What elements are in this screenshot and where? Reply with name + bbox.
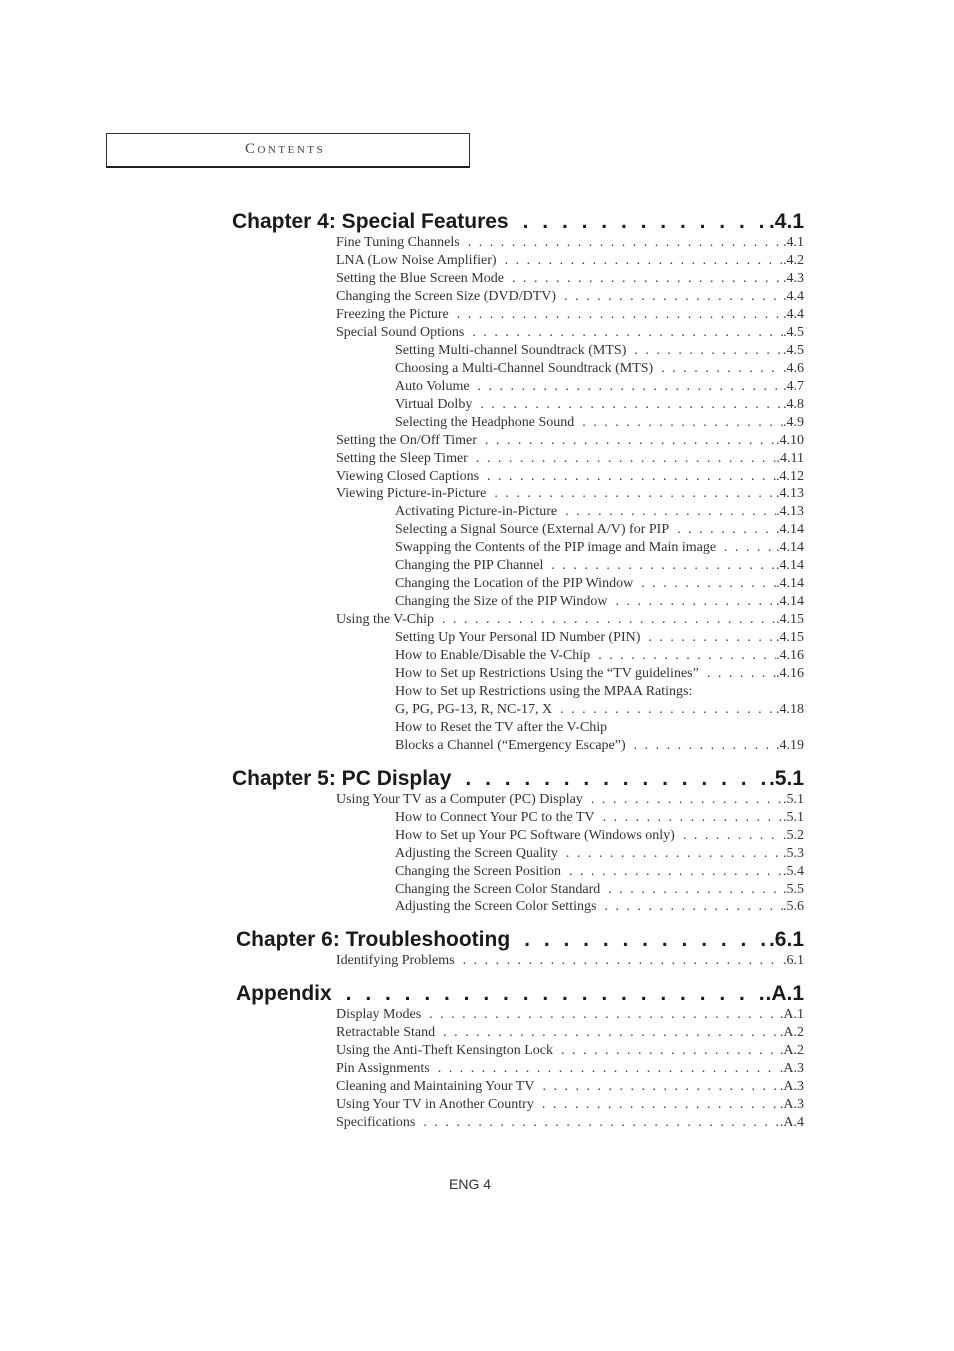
toc-subentry[interactable]: Blocks a Channel (“Emergency Escape”) . . . .4.19 [395, 738, 804, 756]
toc-subentry[interactable]: How to Enable/Disable the V-Chip . . . .4.16 [395, 648, 804, 666]
toc-entry[interactable]: Viewing Picture-in-Picture . . . .4.13 [336, 486, 804, 504]
toc-entry[interactable]: Changing the Screen Size (DVD/DTV) . . . .4.4 [336, 289, 804, 307]
toc-entry[interactable]: Cleaning and Maintaining Your TV . . . .A.3 [336, 1079, 804, 1097]
toc-subentry[interactable]: How to Connect Your PC to the TV . . . .5.1 [395, 810, 804, 828]
toc-subentry[interactable]: Swapping the Contents of the PIP image and Main image . . . .4.14 [395, 540, 804, 558]
toc-entry[interactable]: Setting the On/Off Timer . . . .4.10 [336, 433, 804, 451]
toc-subentry[interactable]: Choosing a Multi-Channel Soundtrack (MTS) . . . .4.6 [395, 361, 804, 379]
toc-subentry[interactable]: Adjusting the Screen Color Settings . . . .5.6 [395, 899, 804, 917]
chapter-page: .5.1 [768, 767, 804, 790]
chapter-title: Chapter 5: PC Display [232, 767, 452, 790]
toc-subentry[interactable]: Selecting a Signal Source (External A/V) for PIP . . . .4.14 [395, 522, 804, 540]
toc-subentry[interactable]: Setting Multi-channel Soundtrack (MTS) . . . .4.5 [395, 343, 804, 361]
toc-subentry[interactable]: Changing the Screen Color Standard . . . .5.5 [395, 882, 804, 900]
contents-header [106, 133, 470, 168]
toc-entry[interactable]: Using Your TV as a Computer (PC) Display . . . .5.1 [336, 792, 804, 810]
toc-subentry[interactable]: Changing the PIP Channel . . . .4.14 [395, 558, 804, 576]
toc-subentry[interactable]: How to Set up Restrictions Using the “TV guidelines” . . . .4.16 [395, 666, 804, 684]
toc-subentry[interactable]: Changing the Size of the PIP Window . . . .4.14 [395, 594, 804, 612]
toc-entry[interactable]: Fine Tuning Channels . . . .4.1 [336, 235, 804, 253]
toc-subentry[interactable]: Auto Volume . . . .4.7 [395, 379, 804, 397]
toc-subentry-line[interactable]: How to Reset the TV after the V-Chip [395, 720, 608, 735]
chapter-title: Chapter 4: Special Features [232, 210, 509, 233]
toc-subentry[interactable]: How to Set up Your PC Software (Windows only) . . . .5.2 [395, 828, 804, 846]
toc-entry[interactable]: Freezing the Picture . . . .4.4 [336, 307, 804, 325]
toc-subentry[interactable]: Activating Picture-in-Picture . . . .4.13 [395, 504, 804, 522]
page-number: ENG 4 [449, 1176, 492, 1192]
toc-entry[interactable]: Display Modes . . . .A.1 [336, 1007, 804, 1025]
toc-entry[interactable]: Viewing Closed Captions . . . .4.12 [336, 469, 804, 487]
toc-entry[interactable]: Specifications . . . .A.4 [336, 1115, 804, 1133]
toc-subentry[interactable]: Changing the Location of the PIP Window . . . .4.14 [395, 576, 804, 594]
toc-subentry[interactable]: Adjusting the Screen Quality . . . .5.3 [395, 846, 804, 864]
chapter-page: .A.1 [765, 982, 804, 1005]
chapter-title: Appendix [236, 982, 332, 1005]
toc-subentry[interactable]: Setting Up Your Personal ID Number (PIN) . . . .4.15 [395, 630, 804, 648]
toc-entry[interactable]: Pin Assignments . . . .A.3 [336, 1061, 804, 1079]
toc-subentry[interactable]: Virtual Dolby . . . .4.8 [395, 397, 804, 415]
toc-entry[interactable]: Special Sound Options . . . .4.5 [336, 325, 804, 343]
toc-entry[interactable]: Setting the Blue Screen Mode . . . .4.3 [336, 271, 804, 289]
toc-subentry[interactable]: Selecting the Headphone Sound . . . .4.9 [395, 415, 804, 433]
chapter-page: .4.1 [768, 210, 804, 233]
contents-title: Contents [245, 141, 326, 157]
toc-entry[interactable]: Identifying Problems . . . .6.1 [336, 953, 804, 971]
appendix-heading[interactable] [236, 982, 804, 1006]
toc-entry[interactable]: Using the Anti-Theft Kensington Lock . . . .A.2 [336, 1043, 804, 1061]
chapter-6-heading[interactable] [236, 928, 804, 952]
toc-subentry-line[interactable]: How to Set up Restrictions using the MPAA Ratings: [395, 684, 693, 699]
toc-entry[interactable]: LNA (Low Noise Amplifier) . . . .4.2 [336, 253, 804, 271]
chapter-4-heading[interactable] [232, 210, 804, 234]
toc-subentry[interactable]: G, PG, PG-13, R, NC-17, X . . . .4.18 [395, 702, 804, 720]
toc-entry[interactable]: Using the V-Chip . . . .4.15 [336, 612, 804, 630]
toc-entry[interactable]: Retractable Stand . . . .A.2 [336, 1025, 804, 1043]
chapter-page: .6.1 [768, 928, 804, 951]
chapter-5-heading[interactable] [232, 767, 804, 791]
toc-entry[interactable]: Setting the Sleep Timer . . . .4.11 [336, 451, 804, 469]
chapter-title: Chapter 6: Troubleshooting [236, 928, 511, 951]
toc-subentry[interactable]: Changing the Screen Position . . . .5.4 [395, 864, 804, 882]
toc-entry[interactable]: Using Your TV in Another Country . . . .A.3 [336, 1097, 804, 1115]
